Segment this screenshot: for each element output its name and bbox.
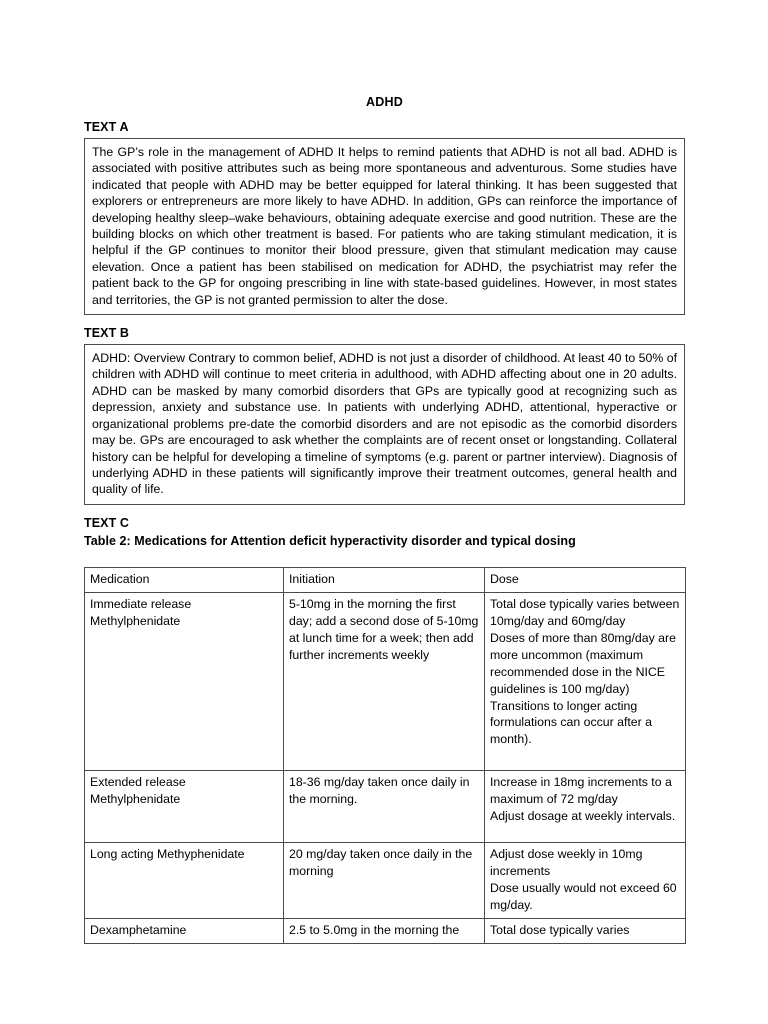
document-content xyxy=(84,0,685,944)
cell-medication: Dexamphetamine xyxy=(85,918,284,943)
table-row xyxy=(85,918,686,943)
table-header-row xyxy=(85,567,686,592)
section-label-text-c: TEXT C xyxy=(84,515,130,530)
cell-initiation: 5-10mg in the morning the first day; add a second dose of 5-10mg at lunch time for a week; then add further increments weekly xyxy=(284,592,485,770)
cell-initiation: 18-36 mg/day taken once daily in the morning. xyxy=(284,770,485,842)
section-label-text-a: TEXT A xyxy=(84,120,129,134)
medications-table xyxy=(84,567,686,944)
cell-medication: Long acting Methyphenidate xyxy=(85,842,284,918)
text-b-body: ADHD: Overview Contrary to common belief, ADHD is not just a disorder of childhood. At least 40 to 50% of children with ADHD will continue to meet criteria in adulthood, with ADHD affecting about one in 20 adults. ADHD can be masked by many comorbid disorders that GPs are typically good at recognizing such as depression, anxiety and substance use. In patients with underlying ADHD, attentional, hyperactive or organizational problems pre-date the comorbid disorders and are not episodic as the comorbid disorders may be. GPs are encouraged to ask whether the complaints are of recent onset or longstanding. Collateral history can be helpful for developing a timeline of symptoms (e.g. parent or partner interview). Diagnosis of underlying ADHD in these patients will significantly improve their treatment outcomes, general health and quality of life. xyxy=(92,351,677,497)
table-row xyxy=(85,592,686,770)
column-header-initiation: Initiation xyxy=(284,567,485,592)
section-label-text-b: TEXT B xyxy=(84,326,130,341)
cell-dose: Total dose typically varies between 10mg/day and 60mg/day Doses of more than 80mg/day are more uncommon (maximum recommended dose in the NICE guidelines is 100 mg/day) Transitions to longer acting formulations can occur after a month). xyxy=(485,592,686,770)
cell-dose: Adjust dose weekly in 10mg increments Dose usually would not exceed 60 mg/day. xyxy=(485,842,686,918)
column-header-dose: Dose xyxy=(485,567,686,592)
table-caption: Table 2: Medications for Attention deficit hyperactivity disorder and typical dosing xyxy=(84,533,576,548)
cell-dose: Total dose typically varies xyxy=(485,918,686,943)
text-box-b xyxy=(84,344,685,505)
cell-medication: Immediate release Methylphenidate xyxy=(85,592,284,770)
table-row xyxy=(85,770,686,842)
table-row xyxy=(85,842,686,918)
page-title: ADHD xyxy=(366,95,403,109)
column-header-medication: Medication xyxy=(85,567,284,592)
table-body xyxy=(85,592,686,943)
medications-table-wrapper xyxy=(84,567,685,944)
cell-medication: Extended release Methylphenidate xyxy=(85,770,284,842)
cell-dose: Increase in 18mg increments to a maximum of 72 mg/day Adjust dosage at weekly intervals. xyxy=(485,770,686,842)
cell-initiation: 2.5 to 5.0mg in the morning the xyxy=(284,918,485,943)
text-a-body: The GP’s role in the management of ADHD It helps to remind patients that ADHD is not all bad. ADHD is associated with positive attributes such as being more spontaneous and adventurous. Some studies have indicated that people with ADHD may be better equipped for lateral thinking. It has been suggested that explorers or entrepreneurs are more likely to have ADHD. In addition, GPs can reinforce the importance of developing healthy sleep–wake behaviours, obtaining adequate exercise and good nutrition. These are the building blocks on which other treatment is based. For patients who are taking stimulant medication, it is helpful if the GP continues to monitor their blood pressure, given that stimulant medication may cause elevation. Once a patient has been stabilised on medication for ADHD, the psychiatrist may refer the patient back to the GP for ongoing prescribing in line with state-based guidelines. However, in most states and territories, the GP is not granted permission to alter the dose. xyxy=(92,145,677,307)
cell-initiation: 20 mg/day taken once daily in the morning xyxy=(284,842,485,918)
text-box-a xyxy=(84,138,685,315)
